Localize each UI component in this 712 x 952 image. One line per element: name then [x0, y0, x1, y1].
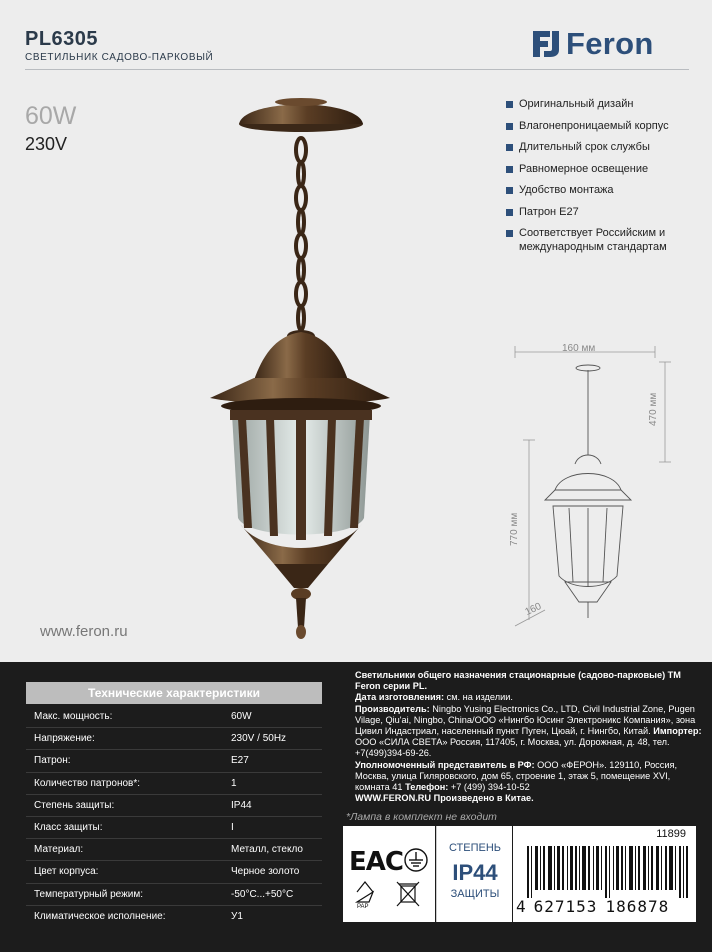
svg-text:EAC: EAC: [349, 847, 403, 877]
table-row: Температурный режим: -50°C...+50°C: [26, 884, 322, 906]
feature-item: Длительный срок службы: [506, 141, 706, 155]
ip-rating-badge: [436, 826, 512, 922]
bullet-square-icon: [506, 166, 513, 173]
ip-line1: СТЕПЕНЬ: [448, 842, 502, 854]
feature-item: Патрон E27: [506, 206, 706, 220]
feature-item: Влагонепроницаемый корпус: [506, 120, 706, 134]
barcode-label: [513, 826, 696, 922]
bullet-square-icon: [506, 230, 513, 237]
power-watt: 60W: [25, 102, 77, 130]
spec-table-title: Технические характеристики: [26, 682, 322, 704]
bullet-square-icon: [506, 101, 513, 108]
table-row: Материал: Металл, стекло: [26, 839, 322, 861]
barcode-icon: [527, 846, 689, 898]
table-row: Класс защиты: I: [26, 817, 322, 839]
power-volt: 230V: [25, 134, 68, 154]
ground-symbol-icon: [405, 849, 427, 871]
lamp-not-included-note: *Лампа в комплект не входит: [346, 811, 497, 823]
brand-name: Feron: [566, 26, 654, 61]
dim-height: 770 мм: [509, 512, 520, 546]
header-divider: [25, 69, 689, 70]
ip-line2: ЗАЩИТЫ: [450, 888, 500, 900]
table-row: Цвет корпуса: Черное золото: [26, 861, 322, 883]
product-subtitle: СВЕТИЛЬНИК САДОВО-ПАРКОВЫЙ: [25, 52, 214, 63]
feature-item: Удобство монтажа: [506, 184, 706, 198]
dim-width: 160 мм: [562, 343, 596, 354]
certification-marks: [343, 826, 435, 922]
eac-icon: [349, 847, 403, 877]
feature-item: Равномерное освещение: [506, 163, 706, 177]
dim-depth: 160: [523, 600, 544, 619]
table-row: Климатическое исполнение: У1: [34, 911, 243, 923]
feature-list: [506, 98, 706, 262]
ip-rating: IP44: [452, 860, 498, 885]
article-number: 11899: [656, 828, 686, 840]
model-title: PL6305: [25, 28, 99, 50]
table-row: Количество патронов*: 1: [26, 773, 322, 795]
dimension-drawing: [505, 340, 685, 645]
table-row: Напряжение: 230V / 50Hz: [26, 728, 322, 750]
brand-logo: [530, 26, 654, 62]
feature-item: Соответствует Российским и международным стандартам: [506, 227, 686, 254]
product-description: Светильники общего назначения стационарные (садово-парковые) ТМ Feron серии PL. Дата изготовления: см. на изделии. Производитель: Ningbo Yusing Electronics Co., LTD, Civil Industrial Zone, Pugen Vilage, Qiu'ai, Ningbo, China/ООО «Нингбо Юсинг Электроникс Компания», зона Цивил Индастриал, населенный пункт Пуген, Цюай, г. Нингбо, Китай. Импортер: ООО «СИЛА СВЕТА» Россия, 117405, г. Москва, ул. Дорожная, д. 48, тел. +7(499)394-69-26. Уполномоченный представитель в РФ: ООО «ФЕРОН». 129110, Россия, Москва, улица Гиляровского, дом 65, строение 1, этаж 5, помещение XVI, комната 41 Телефон: +7 (499) 394-10-52 WWW.FERON.RU Произведено в Китае.: [355, 670, 702, 804]
table-row: Макс. мощность: 60W: [26, 706, 322, 728]
table-row: Степень защиты: IP44: [26, 795, 322, 817]
bullet-square-icon: [506, 209, 513, 216]
dim-chain: 470 мм: [648, 392, 659, 426]
spec-table: [26, 706, 322, 928]
bullet-square-icon: [506, 144, 513, 151]
bullet-square-icon: [506, 123, 513, 130]
no-trash-icon: [397, 882, 419, 906]
ean-number: 4 627153 186878: [516, 897, 670, 916]
pap-label: PAP: [357, 904, 369, 910]
feature-item: Оригинальный дизайн: [506, 98, 706, 112]
recycle-pap-icon: [357, 882, 373, 902]
feron-logo-icon: [530, 28, 562, 60]
lamp-photo: [204, 88, 390, 653]
website-link[interactable]: www.feron.ru: [40, 623, 128, 640]
table-row: Патрон: E27: [26, 750, 322, 772]
bullet-square-icon: [506, 187, 513, 194]
